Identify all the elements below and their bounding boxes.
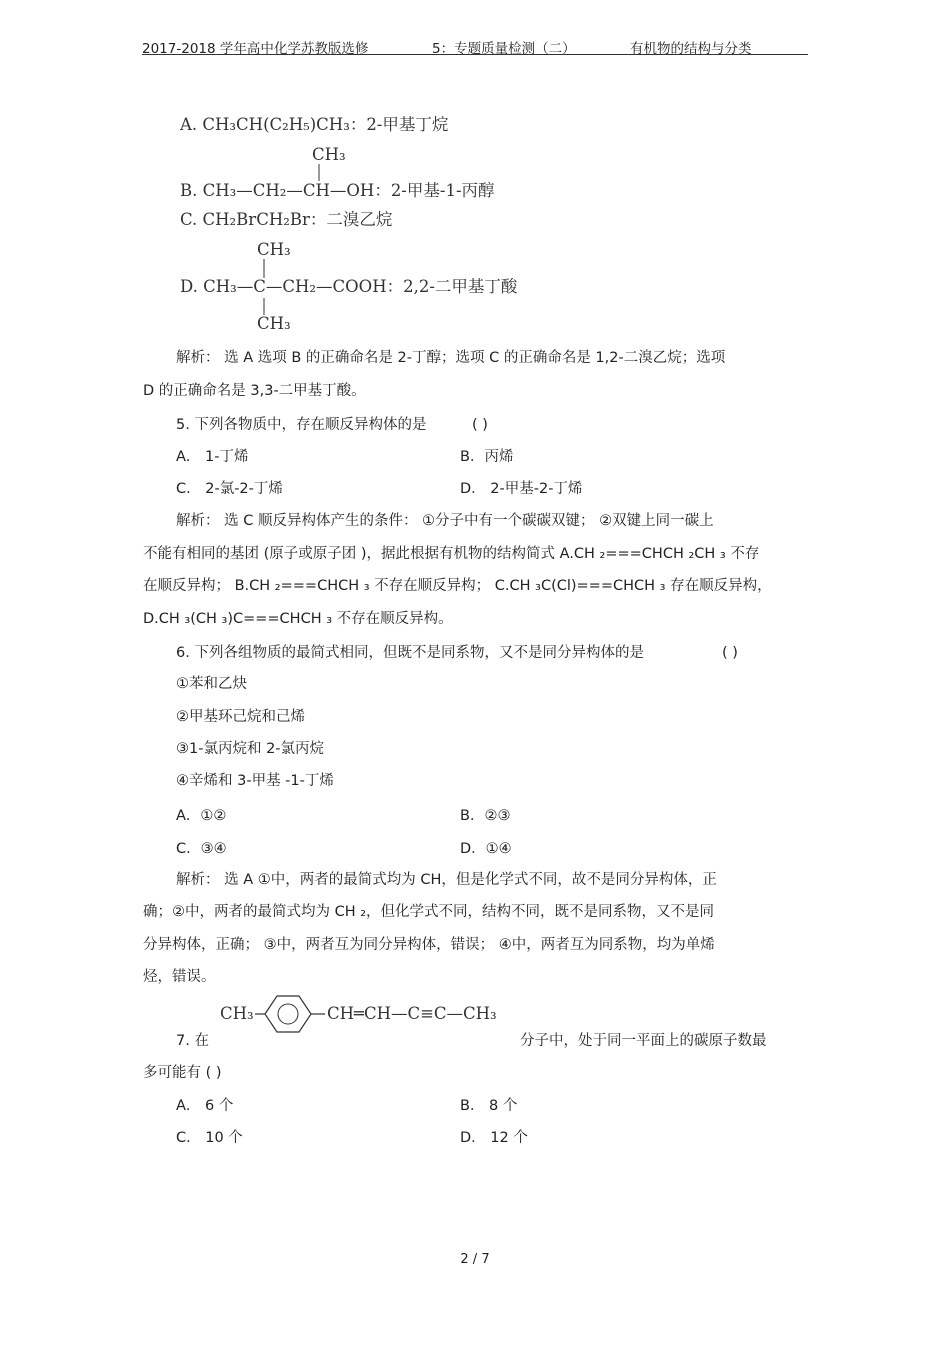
q5-analysis-line1: 解析： 选 C 顺反异构体产生的条件： ①分子中有一个碳碳双键； ②双键上同一碳上 [176, 513, 714, 529]
q7-benzene-ring-icon [255, 994, 327, 1036]
q6-stem: 6. 下列各组物质的最简式相同，但既不是同系物，又不是同分异构体的是 [176, 645, 644, 661]
q6-analysis-line4: 烃，错误。 [143, 969, 216, 985]
q6-option-a: A．①② [176, 808, 227, 824]
q7-stem-start: 7. 在 [176, 1033, 209, 1049]
q4-option-d: D. CH₃—C—CH₂—COOH：2,2-二甲基丁酸 [180, 277, 518, 296]
q6-option-c: C．③④ [176, 841, 227, 857]
q4-option-b-branch: CH₃ [312, 145, 346, 164]
q6-analysis-line3: 分异构体，正确； ③中，两者互为同分异构体，错误； ④中，两者互为同系物，均为单烯 [143, 937, 715, 953]
q4-option-d-top-bond [263, 259, 267, 279]
q4-option-d-top-branch: CH₃ [257, 240, 291, 259]
q6-option-d: D．①④ [460, 841, 512, 857]
q5-analysis-line2: 不能有相同的基团 (原子或原子团 )，据此根据有机物的结构简式 A.CH ₂===CHCH ₂CH ₃ 不存 [143, 546, 760, 562]
q6-item-3: ③1-氯丙烷和 2-氯丙烷 [176, 741, 325, 757]
q5-stem: 5. 下列各物质中，存在顺反异构体的是 [176, 417, 427, 433]
header-topic: 有机物的结构与分类 [630, 41, 752, 57]
header-course: 2017-2018 学年高中化学苏教版选修 [142, 41, 369, 57]
q6-option-b: B．②③ [460, 808, 511, 824]
q6-analysis-line2: 确；②中，两者的最简式均为 CH ₂，但化学式不同，结构不同，既不是同系物，又不是同 [143, 904, 715, 920]
page-number: 2 / 7 [460, 1252, 490, 1267]
q4-analysis-line2: D 的正确命名是 3,3-二甲基丁酸。 [143, 383, 366, 399]
q5-answer-paren: ( ) [472, 417, 488, 433]
q4-option-c: C. CH₂BrCH₂Br：二溴乙烷 [180, 210, 393, 229]
q4-option-b: B. CH₃—CH₂—CH—OH：2-甲基-1-丙醇 [180, 181, 495, 200]
q7-option-a: A． 6 个 [176, 1098, 234, 1114]
q6-item-4: ④辛烯和 3-甲基 -1-丁烯 [176, 773, 334, 789]
header-unit: 5：专题质量检测（二） [432, 41, 576, 57]
q4-option-a: A. CH₃CH(C₂H₅)CH₃：2-甲基丁烷 [180, 115, 449, 134]
q5-analysis-line4: D.CH ₃(CH ₃)C===CHCH ₃ 不存在顺反异构。 [143, 611, 453, 627]
q5-option-c: C． 2-氯-2-丁烯 [176, 481, 283, 497]
q6-analysis-line1: 解析： 选 A ①中，两者的最简式均为 CH，但是化学式不同，故不是同分异构体，正 [176, 872, 717, 888]
q7-option-d: D． 12 个 [460, 1130, 528, 1146]
q7-option-b: B． 8 个 [460, 1098, 518, 1114]
q4-analysis-line1: 解析： 选 A 选项 B 的正确命名是 2-丁醇；选项 C 的正确命名是 1,2-二溴乙烷；选项 [176, 350, 726, 366]
q7-structure-chain: CH═CH—C≡C—CH₃ [327, 1004, 497, 1023]
q5-option-b: B．丙烯 [460, 449, 514, 465]
q5-option-d: D． 2-甲基-2-丁烯 [460, 481, 583, 497]
q5-analysis-line3: 在顺反异构； B.CH ₂===CHCH ₃ 不存在顺反异构； C.CH ₃C(Cl)===CHCH ₃ 存在顺反异构， [143, 578, 772, 594]
q4-option-d-bottom-branch: CH₃ [257, 314, 291, 333]
q7-option-c: C． 10 个 [176, 1130, 243, 1146]
q5-option-a: A． 1-丁烯 [176, 449, 249, 465]
q6-item-1: ①苯和乙炔 [176, 676, 247, 692]
q6-item-2: ②甲基环己烷和己烯 [176, 709, 305, 725]
q7-stem-end: 分子中，处于同一平面上的碳原子数最 [520, 1033, 767, 1049]
q6-answer-paren: ( ) [722, 645, 738, 661]
page-header [142, 36, 808, 55]
q4-option-b-vertical-bond [318, 164, 322, 182]
q7-stem-line2: 多可能有 ( ) [143, 1065, 222, 1081]
q7-structure-methyl: CH₃ [220, 1004, 254, 1023]
